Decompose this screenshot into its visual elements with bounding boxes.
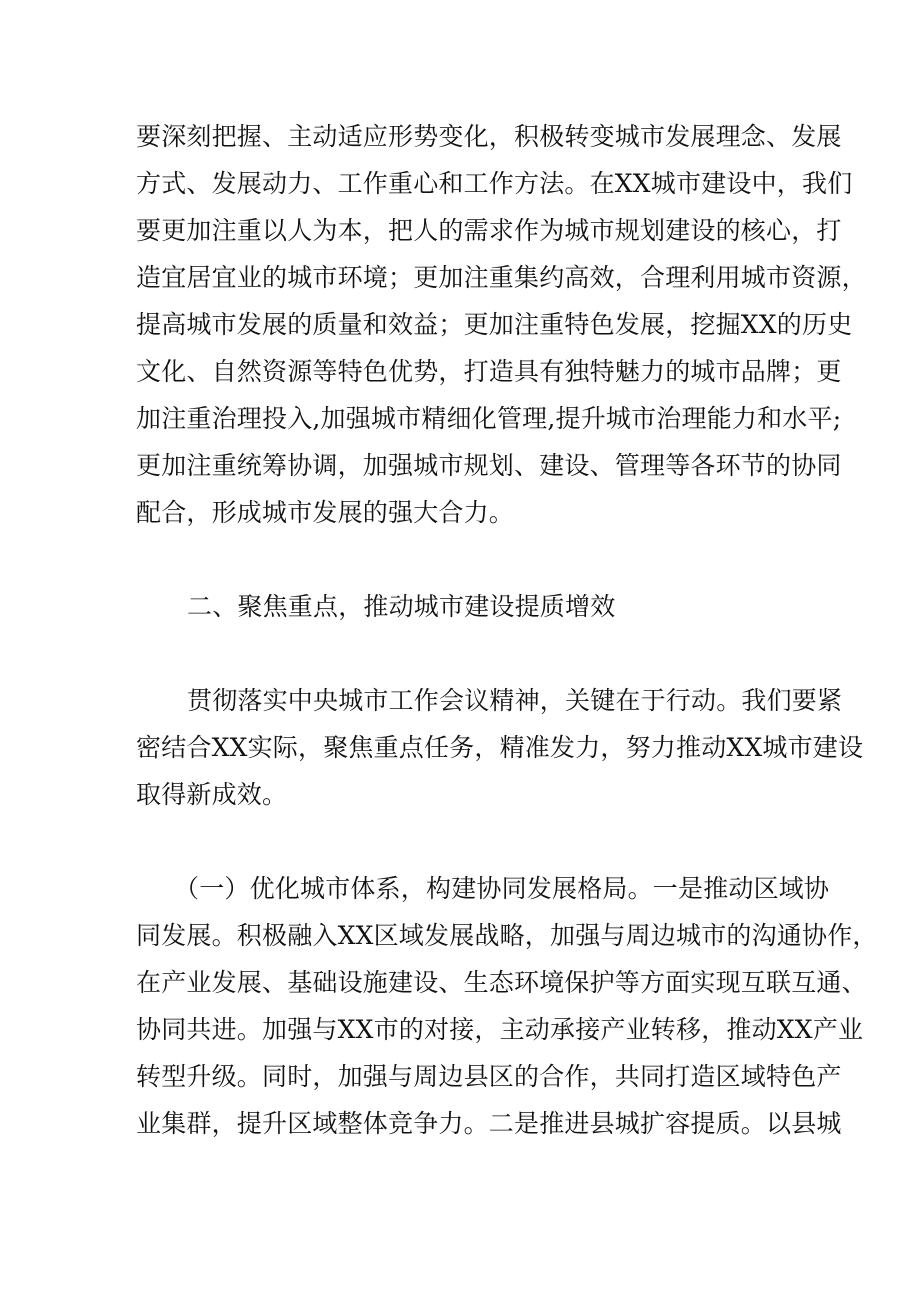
section-heading: 二、聚焦重点，推动城市建设提质增效 <box>187 592 616 621</box>
paragraph-line: 提高城市发展的质量和效益；更加注重特色发展，挖掘XX的历史 <box>136 310 853 339</box>
paragraph-line: 转型升级。同时，加强与周边县区的合作，共同打造区域特色产 <box>136 1062 842 1091</box>
paragraph-line: 同发展。积极融入XX区域发展战略，加强与周边城市的沟通协作， <box>136 921 878 950</box>
paragraph-line: 在产业发展、基础设施建设、生态环境保护等方面实现互联互通、 <box>136 968 867 997</box>
paragraph-line: （一）优化城市体系，构建协同发展格局。一是推动区域协 <box>174 874 830 903</box>
paragraph-line: 密结合XX实际，聚焦重点任务，精准发力，努力推动XX城市建设 <box>136 733 864 762</box>
paragraph-line: 贯彻落实中央城市工作会议精神，关键在于行动。我们要紧 <box>187 686 843 715</box>
paragraph-line: 更加注重统筹协调，加强城市规划、建设、管理等各环节的协同 <box>136 451 842 480</box>
paragraph-line: 加注重治理投入,加强城市精细化管理,提升城市治理能力和水平; <box>136 404 842 433</box>
paragraph-line: 方式、发展动力、工作重心和工作方法。在XX城市建设中，我们 <box>136 169 853 198</box>
paragraph-line: 文化、自然资源等特色优势，打造具有独特魅力的城市品牌；更 <box>136 357 842 386</box>
paragraph-line: 要更加注重以人为本，把人的需求作为城市规划建设的核心，打 <box>136 216 842 245</box>
paragraph-line: 取得新成效。 <box>136 780 288 809</box>
paragraph-line: 业集群，提升区域整体竞争力。二是推进县城扩容提质。以县城 <box>136 1109 842 1138</box>
paragraph-line: 协同共进。加强与XX市的对接，主动承接产业转移，推动XX产业 <box>136 1015 864 1044</box>
paragraph-line: 配合，形成城市发展的强大合力。 <box>136 498 515 527</box>
paragraph-line: 造宜居宜业的城市环境；更加注重集约高效，合理利用城市资源， <box>136 263 867 292</box>
paragraph-line: 要深刻把握、主动适应形势变化，积极转变城市发展理念、发展 <box>136 122 842 151</box>
